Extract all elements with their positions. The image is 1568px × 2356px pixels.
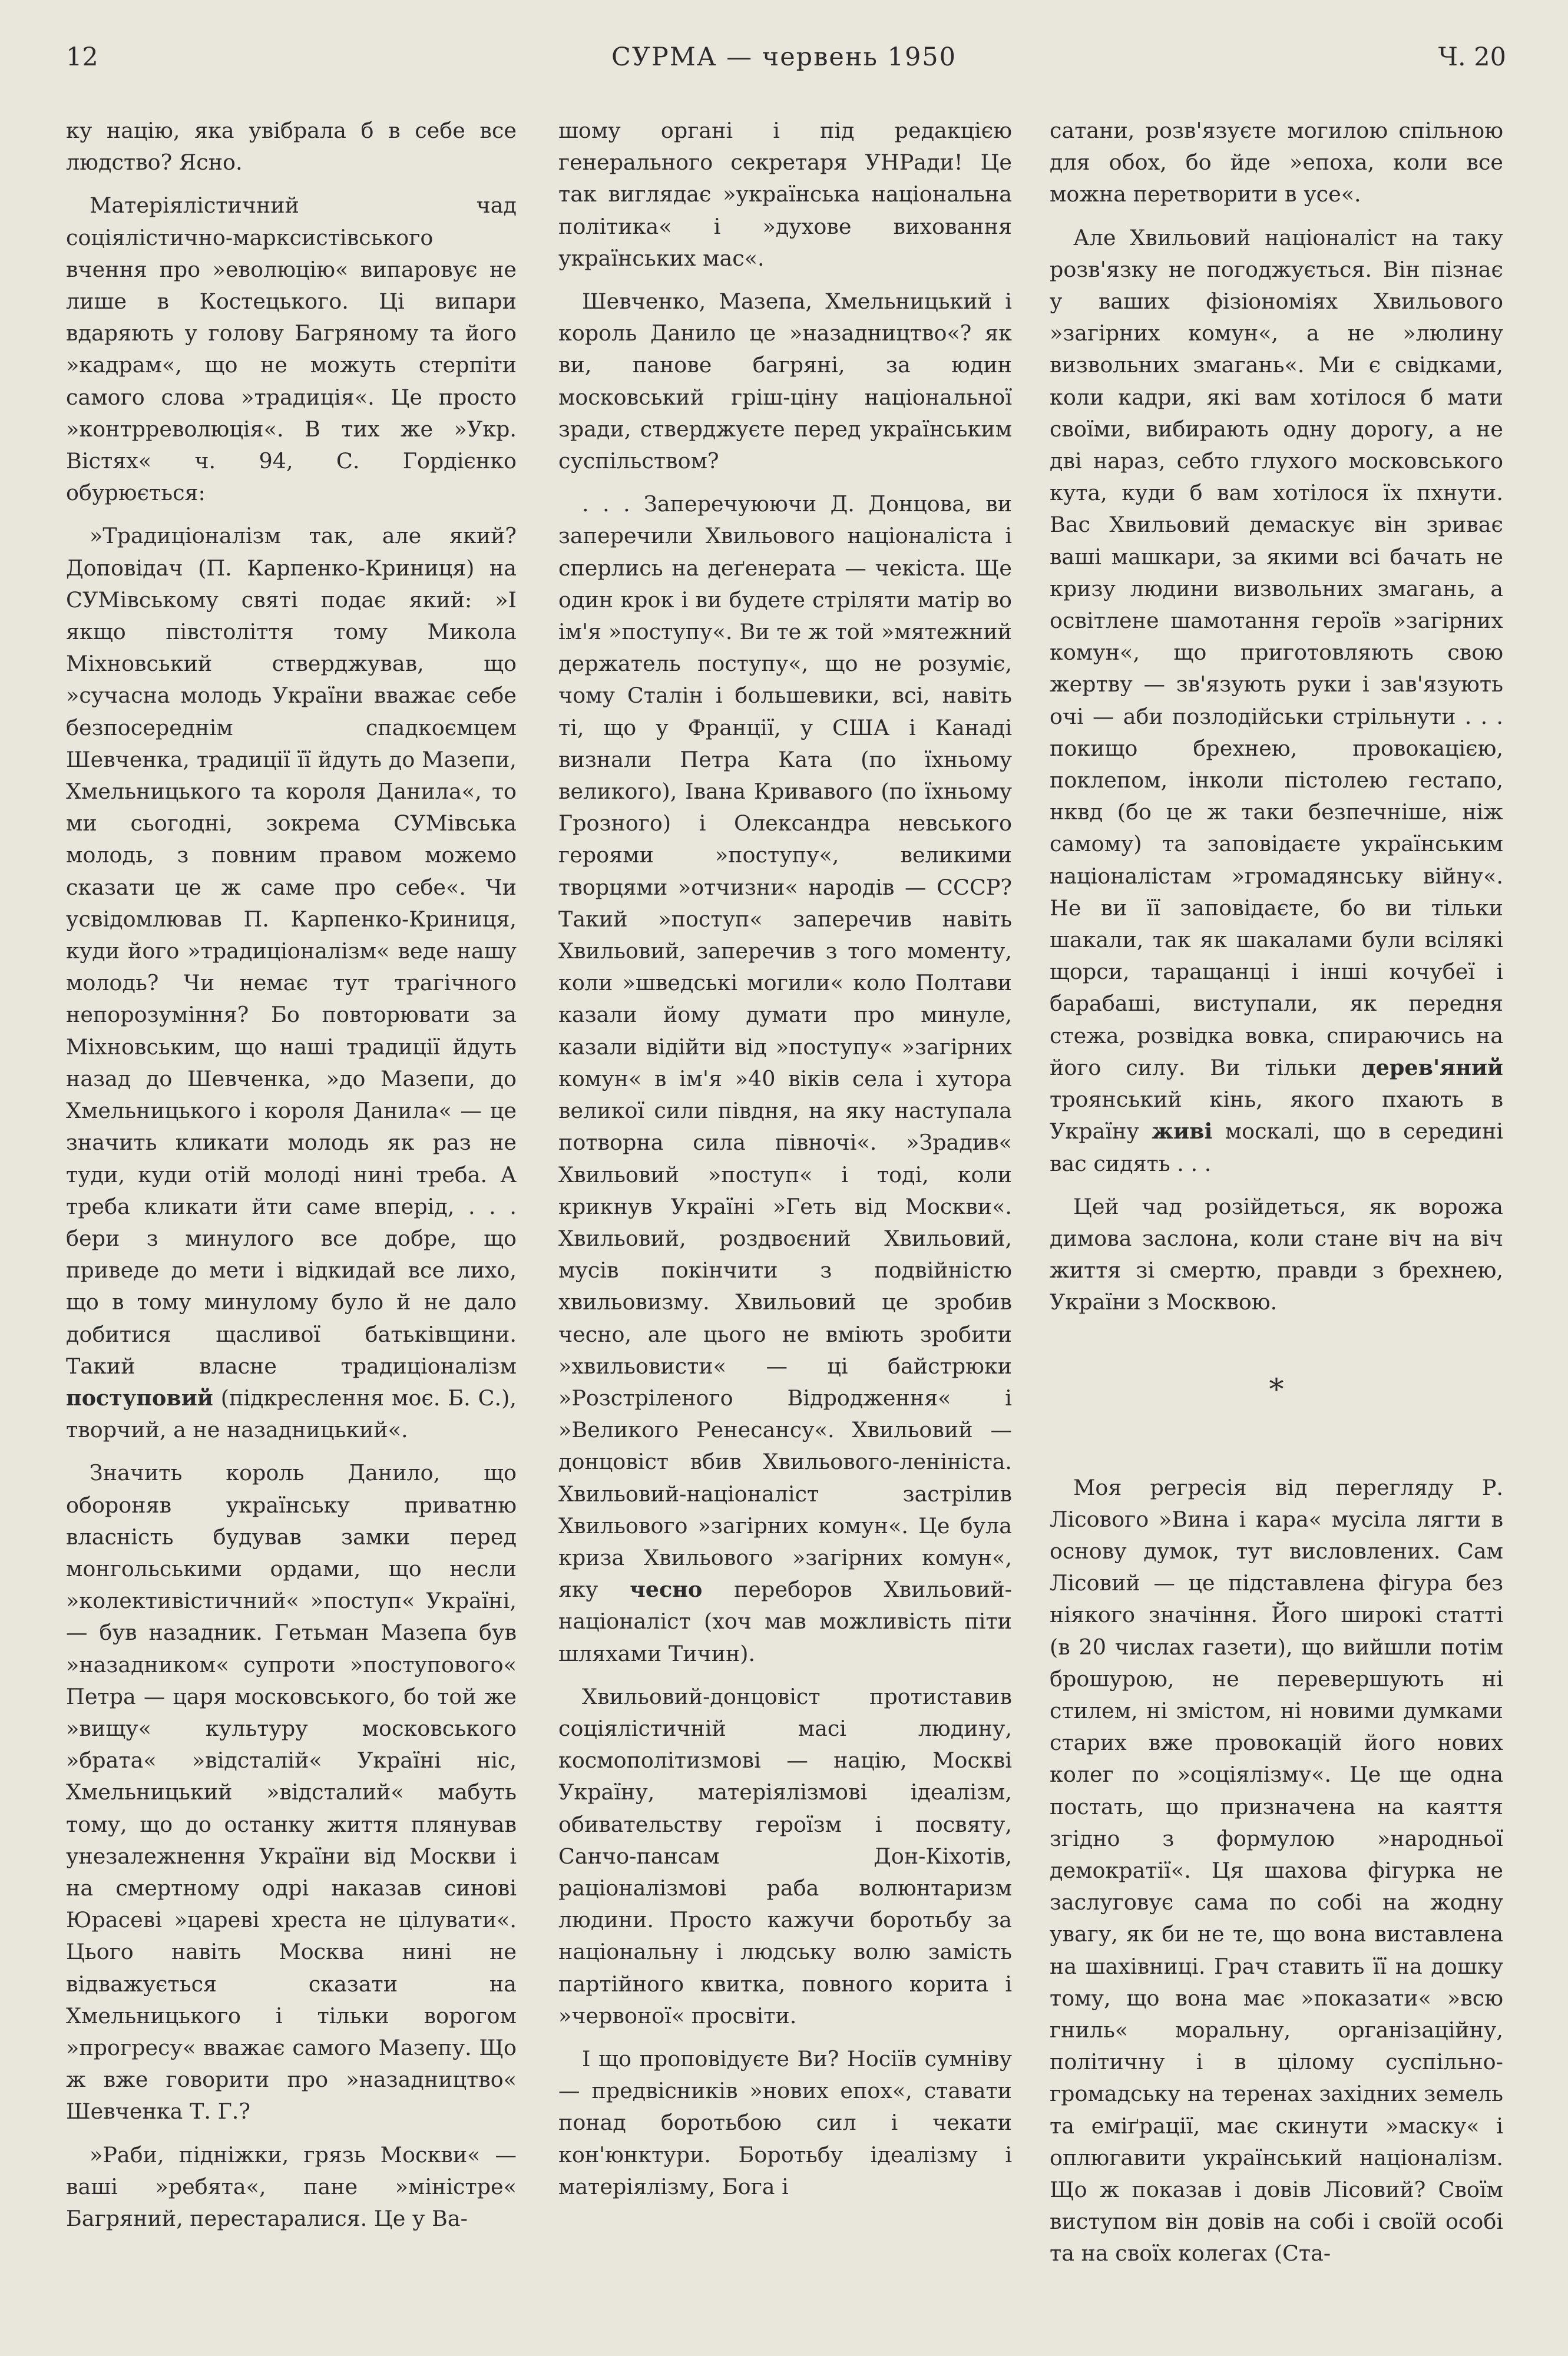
bold-word: поступовий xyxy=(66,1385,213,1411)
body-text: переборов Хвильовий-націоналіст (хоч мав можливість піти шляхами Тичин). xyxy=(558,1577,1012,1666)
column-2 xyxy=(558,115,1012,2338)
body-text: москалі, що в середині вас сидять . . . xyxy=(1050,1119,1503,1176)
paragraph: Шевченко, Мазепа, Хмельницький і король Данило це »назадництво«? як ви, панове багряні, за юдин московський гріш-ціну національної зради, стверджуєте перед українським суспільством? xyxy=(558,289,1012,474)
issue-number: Ч. 20 xyxy=(1438,42,1506,72)
paragraph: шому органі і під редакцією генерального секретаря УНРади! Це так виглядає »українська національна політика« і »духове виховання українських мас«. xyxy=(558,118,1012,271)
paragraph xyxy=(1050,222,1503,1180)
paragraph xyxy=(558,488,1012,1670)
masthead-title: СУРМА — червень 1950 xyxy=(611,42,957,72)
paragraph: сатани, розв'язуєте могилою спільною для обох, бо йде »епоха, коли все можна перетворити в усе«. xyxy=(1050,118,1503,207)
paragraph: Значить король Данило, що обороняв українську приватню власність будував замки перед монгольськими ордами, що несли »колективістичний« »поступ« Україні, — був назадник. Гетьман Мазепа був »назадником« супроти »поступового« Петра — царя московського, бо той же »вищу« культуру московського »брата« »відсталій« Україні ніс, Хмельницький »відсталий« мабуть тому, що до останку життя плянував унезалежнення України від Москви і на смертному одрі наказав синові Юрасеві »цареві хреста не цілувати«. Цього навіть Москва нині не відважується сказати на Хмельницького і тільки ворогом »прогресу« вважає самого Мазепу. Що ж вже говорити про »назадництво« Шевченка Т. Г.? xyxy=(66,1460,517,2125)
bold-word: чесно xyxy=(630,1577,703,1603)
page-number: 12 xyxy=(66,42,98,72)
bold-word: дерев'яний xyxy=(1361,1054,1503,1080)
column-3 xyxy=(1050,115,1503,2338)
paragraph: ку націю, яка увібрала б в себе все людство? Ясно. xyxy=(66,118,517,176)
page-header xyxy=(0,42,1568,90)
paragraph: Цей чад розійдеться, як ворожа димова заслона, коли стане віч на віч життя зі смертю, правди з брехнею, України з Москвою. xyxy=(1050,1193,1503,1315)
quote-text: »Традиціоналізм так, але який? Доповідач (П. Карпенко-Криниця) на СУМівському святі подає який: »І якщо півстоліття тому Микола Міхновський стверджував, що »сучасна молодь України вважає себе безпосереднім спадкоємцем Шевченка, традиції її йдуть до Мазепи, Хмельницького та короля Данила«, то ми сьогодні, зокрема СУМівська молодь, з повним правом можемо сказати це ж саме про себе«. Чи усвідомлював П. Карпенко-Криниця, куди його »традиціоналізм« веде нашу молодь? Чи немає тут трагічного непорозуміння? Бо повторювати за Міхновським, що наші традиції йдуть назад до Шевченка, »до Мазепи, до Хмельницького і короля Данила« — це значить кликати молодь як раз не туди, куди отій молоді нині треба. А треба кликати йти саме вперід, . . . бери з минулого все добре, що приведе до мети і відкидай все лихо, що в тому минулому було й не дало добитися щасливої батьківщини. Такий власне традиціоналізм xyxy=(66,523,517,1379)
bold-word: живі xyxy=(1152,1119,1213,1144)
body-text: . . . Заперечуюючи Д. Донцова, ви заперечили Хвильового націоналіста і сперлись на деґенерата — чекіста. Ще один крок і ви будете стріляти матір во ім'я »поступу«. Ви те ж той »мятежний держатель поступу«, що не розуміє, чому Сталін і большевики, всі, навіть ті, що у Франції, у США і Канаді визнали Петра Ката (по їхньому великого), Івана Кривавого (по їхньому Грозного) і Олександра невського героями »поступу«, великими творцями »отчизни« народів — СССР? Такий »поступ« заперечив навіть Хвильовий, заперечив з того моменту, коли »шведські могили« коло Полтави казали йому думати про минуле, казали відійти від »поступу« »загірних комун« в ім'я »40 віків села і хутора великої сили півдня, на яку наступала потворна сила півночі«. »Зрадив« Хвильовий »поступ« і тоді, коли крикнув Україні »Геть від Москви«. Хвильовий, роздвоєний Хвильовий, мусів покінчити з подвійністю хвильовизму. Хвильовий це зробив чесно, але цього не вміють зробити »хвильовисти« — ці байстрюки »Розстріленого Відродження« і »Великого Ренесансу«. Хвильовий — донцовіст вбив Хвильового-ленініста. Хвильовий-націоналіст застрілив Хвильового »загірних комун«. Це була криза Хвильового »загірних комун«, яку xyxy=(558,491,1012,1603)
column-1 xyxy=(66,115,517,2338)
paragraph: »Раби, підніжки, грязь Москви« — ваші »ребята«, пане »міністре« Багряний, перестаралися. Це у Ва- xyxy=(66,2142,517,2231)
section-separator: * xyxy=(1269,1372,1284,1407)
paragraph: Хвильовий-донцовіст протиставив соціялістичній масі людину, космополітизмові — націю, Москві Україну, матеріялізмові ідеалізм, обивательству героїзм і посвяту, Санчо-пансам Дон-Кіхотів, раціоналізмові раба волюнтаризм людини. Просто кажучи боротьбу за національну і людську волю замість партійного квитка, повного корита і »червоної« просвіти. xyxy=(558,1683,1012,2029)
paragraph xyxy=(66,520,517,1446)
paragraph: Матеріялістичний чад соціялістично-марксистівського вчення про »еволюцію« випаровує не лише в Костецького. Ці випари вдаряють у голову Багряному та його »кадрам«, що не можуть стерпіти самого слова »традиція«. Це просто »контрреволюція«. В тих же »Укр. Вістях« ч. 94, С. Гордієнко обурюється: xyxy=(66,193,517,506)
quote-text: (підкреслення моє. Б. С.), творчий, а не назадницький«. xyxy=(66,1385,517,1443)
body-text: Але Хвильовий націоналіст на таку розв'язку не погоджується. Він пізнає у ваших фізіономіях Хвильового »загірних комун«, а не »люлину визвольних змагань«. Ми є свідками, коли кадри, які вам хотілося б мати своїми, вибирають одну дорогу, а не дві нараз, себто глухого московського кута, куди б вам хотілося їх пхнути. Вас Хвильовий демаскує він зриває ваші машкари, за якими всі бачать не кризу людини визвольних змагань, а освітлене шамотання героїв »загірних комун«, що приготовляють свою жертву — зв'язують руки і зав'язують очі — аби позлодійськи стрільнути . . . покищо брехнею, провокацією, поклепом, інколи пістолею гестапо, нквд (бо це ж таки безпечніше, ніж самому) та заповідаєте українським націоналістам »громадянську війну«. Не ви її заповідаєте, бо ви тільки шакали, так як шакалами були всілякі щорси, таращанці і інші кочубеї і барабаші, виступали, як передня стежа, розвідка вовка, спираючись на його силу. Ви тільки xyxy=(1050,224,1503,1080)
paragraph: І що проповідуєте Ви? Носіїв сумніву — предвісників »нових епох«, ставати понад боротьбою сил і чекати кон'юнктури. Боротьбу ідеалізму і матеріялізму, Бога і xyxy=(558,2046,1012,2199)
paragraph: Моя регресія від перегляду Р. Лісового »Вина і кара« мусіла лягти в основу думок, тут висловлених. Сам Лісовий — це підставлена фігура без ніякого значіння. Його широкі статті (в 20 числах газети), що вийшли потім брошурою, не перевершують ні стилем, ні змістом, ні новими думками старих вже провокацій його нових колег по »соціялізму«. Це ще одна постать, що призначена на каяття згідно з формулою »народньої демократії«. Ця шахова фігурка не заслуговує сама по собі на жодну увагу, як би не те, що вона виставлена на шахівниці. Грач ставить її на дошку тому, що вона має »показати« »всю гниль« моральну, організаційну, політичну і в цілому суспільно-громадську на теренах західних земель та еміґрації, має скинути »маску« і оплюгавити український націоналізм. Що ж показав і довів Лісовий? Своїм виступом він довів на собі і своїй особі та на своїх колегах (Ста- xyxy=(1050,1474,1503,2266)
body-text: троянський кінь, якого пхають в Україну xyxy=(1050,1087,1503,1144)
